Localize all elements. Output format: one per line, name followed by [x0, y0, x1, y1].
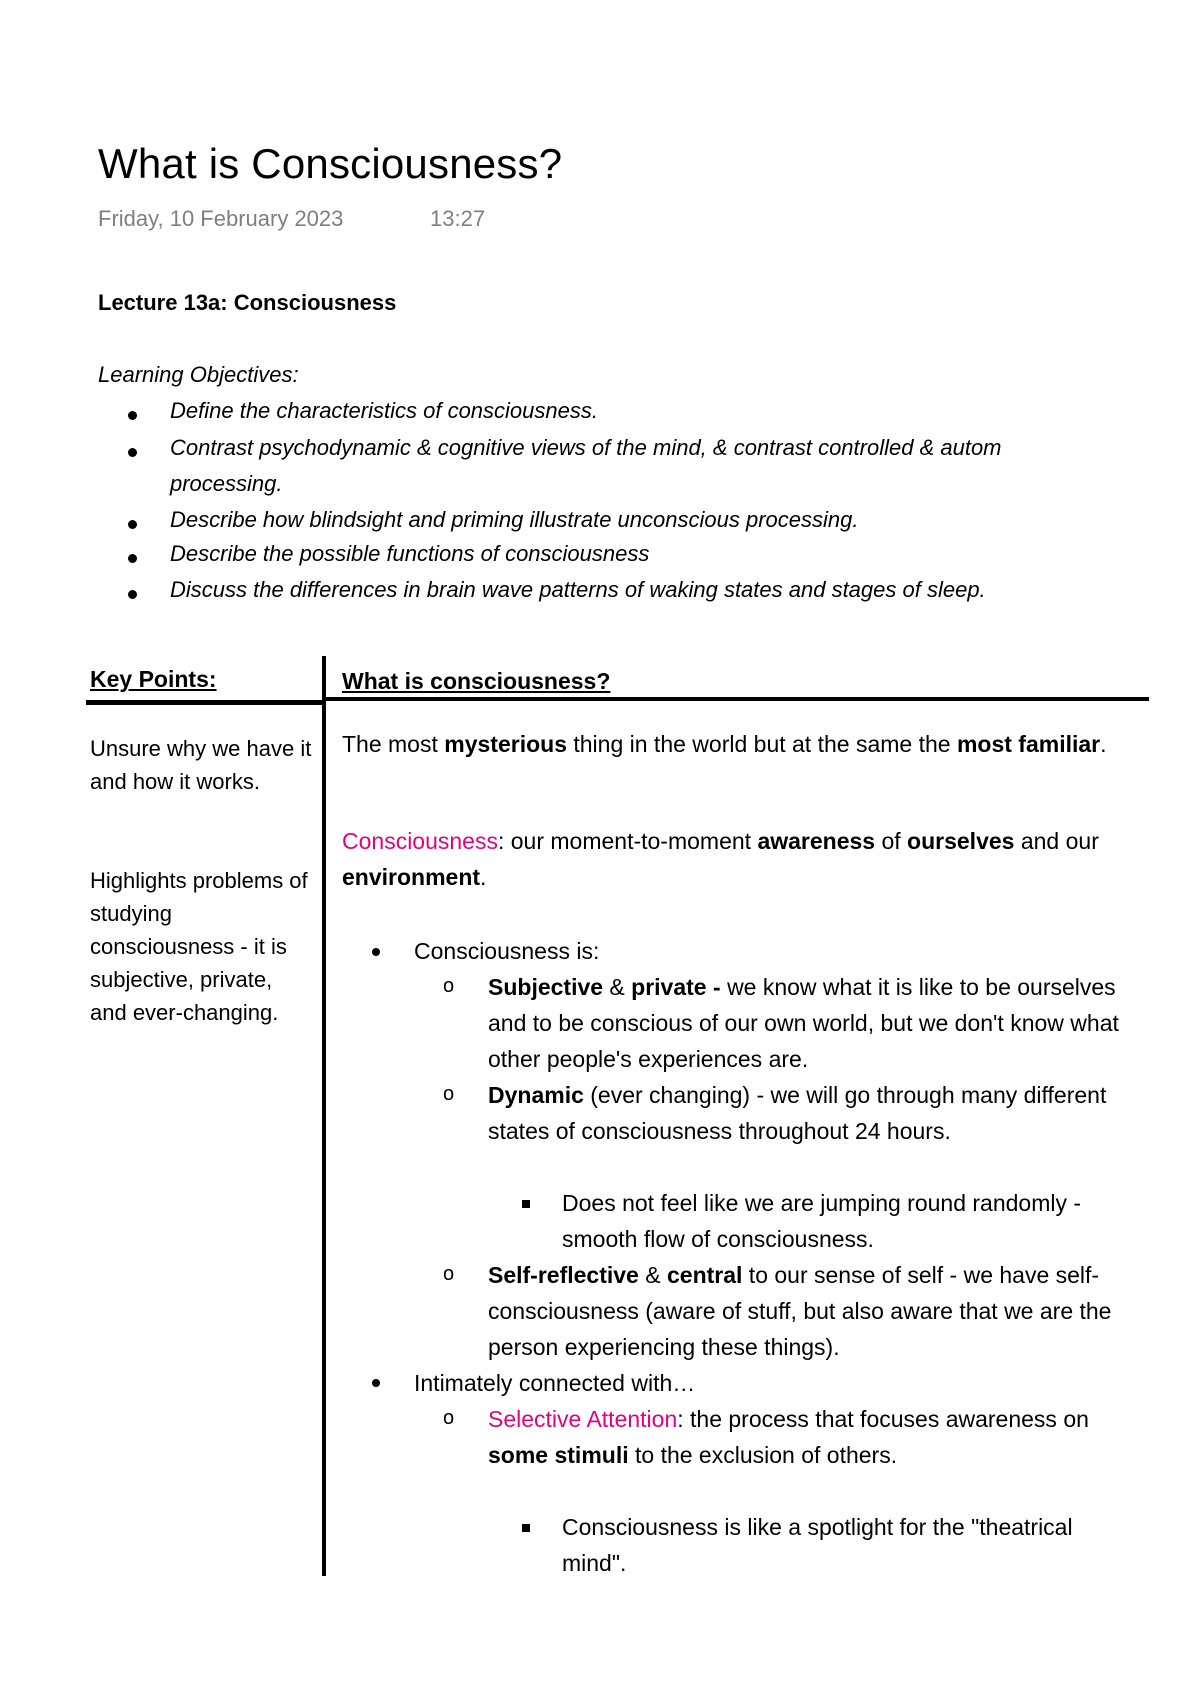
page-date: Friday, 10 February 2023: [98, 206, 344, 231]
text-run-bold: most familiar: [956, 731, 1101, 757]
page-title: What is Consciousness?: [98, 140, 563, 187]
bullet-icon: [372, 1379, 380, 1387]
circle-bullet-icon: o: [443, 975, 455, 997]
text-run: and our: [1014, 828, 1099, 854]
header-rule-left: [86, 700, 326, 705]
dynamic-item: [488, 1077, 1148, 1149]
header-rule-right: [322, 697, 1149, 701]
text-run: .: [480, 864, 487, 890]
definition-paragraph: [342, 823, 1142, 895]
bullet-icon: [128, 411, 137, 420]
square-bullet-icon: [522, 1200, 530, 1208]
bullet-icon: [128, 590, 137, 599]
text-run-bold: some stimuli: [488, 1442, 629, 1468]
text-run: to the exclusion of others.: [628, 1442, 898, 1468]
text-run: to our sense of self - we have self-consciousness (aware of stuff, but also aware that we are the person experiencing these things).: [488, 1262, 1112, 1360]
key-point-2: Highlights problems of studying consciousness - it is subjective, private, and ever-changing.: [90, 868, 308, 1025]
text-run-bold: mysterious: [444, 731, 567, 757]
definition-term: Consciousness: [342, 828, 498, 854]
bullet-intimately-connected: Intimately connected with…: [414, 1370, 696, 1396]
key-points-heading: Key Points:: [90, 666, 217, 692]
text-run: : our moment-to-moment: [497, 828, 758, 854]
objective-text: Contrast psychodynamic & cognitive views of the mind, & contrast controlled & autom: [170, 435, 1002, 460]
text-run: The most: [342, 731, 445, 757]
objective-text: Discuss the differences in brain wave patterns of waking states and stages of sleep.: [170, 577, 986, 602]
objective-text: processing.: [170, 471, 283, 496]
text-run-bold: -: [706, 974, 728, 1000]
circle-bullet-icon: o: [443, 1407, 455, 1429]
text-run: of: [875, 828, 908, 854]
text-run-bold: environment: [342, 864, 481, 890]
text-run: : the process that focuses awareness on: [677, 1406, 1089, 1432]
text-run: we know what it is like to be ourselves and to be conscious of our own world, but we don't know what other people's experiences are.: [488, 974, 1119, 1072]
objective-text: Describe the possible functions of consciousness: [170, 541, 650, 566]
intro-paragraph: [342, 726, 1142, 762]
selective-attention-item: [488, 1401, 1148, 1473]
bullet-icon: [128, 520, 137, 529]
text-run-bold: Self-reflective: [488, 1262, 639, 1288]
dynamic-subitem: Does not feel like we are jumping round randomly - smooth flow of consciousness.: [562, 1190, 1082, 1252]
definition-term: Selective Attention: [488, 1406, 678, 1432]
square-bullet-icon: [522, 1524, 530, 1532]
text-run-bold: private: [631, 974, 707, 1000]
notes-heading: What is consciousness?: [342, 668, 611, 694]
objective-text: Define the characteristics of consciousness.: [170, 398, 598, 423]
text-run-bold: awareness: [757, 828, 876, 854]
text-run: &: [603, 974, 632, 1000]
text-run: &: [638, 1262, 667, 1288]
self-reflective-item: [488, 1257, 1148, 1365]
bullet-consciousness-is: Consciousness is:: [414, 938, 600, 964]
column-divider: [322, 656, 326, 1576]
circle-bullet-icon: o: [443, 1083, 455, 1105]
attention-subitem: Consciousness is like a spotlight for the "theatrical mind".: [562, 1514, 1073, 1576]
objective-text: Describe how blindsight and priming illustrate unconscious processing.: [170, 507, 859, 532]
bullet-icon: [372, 948, 380, 956]
subjective-item: [488, 969, 1148, 1077]
bullet-icon: [128, 448, 137, 457]
key-point-1: Unsure why we have it and how it works.: [90, 736, 312, 794]
bullet-icon: [128, 554, 137, 563]
text-run-bold: central: [666, 1262, 743, 1288]
text-run: (ever changing) - we will go through many different states of consciousness throughout 24 hours.: [488, 1082, 1107, 1144]
circle-bullet-icon: o: [443, 1263, 455, 1285]
page-time: 13:27: [430, 206, 486, 231]
text-run-bold: Dynamic: [488, 1082, 584, 1108]
text-run-bold: ourselves: [907, 828, 1015, 854]
learning-objectives-heading: Learning Objectives:: [98, 362, 299, 387]
text-run: .: [1100, 731, 1107, 757]
lecture-heading: Lecture 13a: Consciousness: [98, 290, 397, 315]
text-run: thing in the world but at the same the: [566, 731, 957, 757]
text-run-bold: Subjective: [488, 974, 604, 1000]
